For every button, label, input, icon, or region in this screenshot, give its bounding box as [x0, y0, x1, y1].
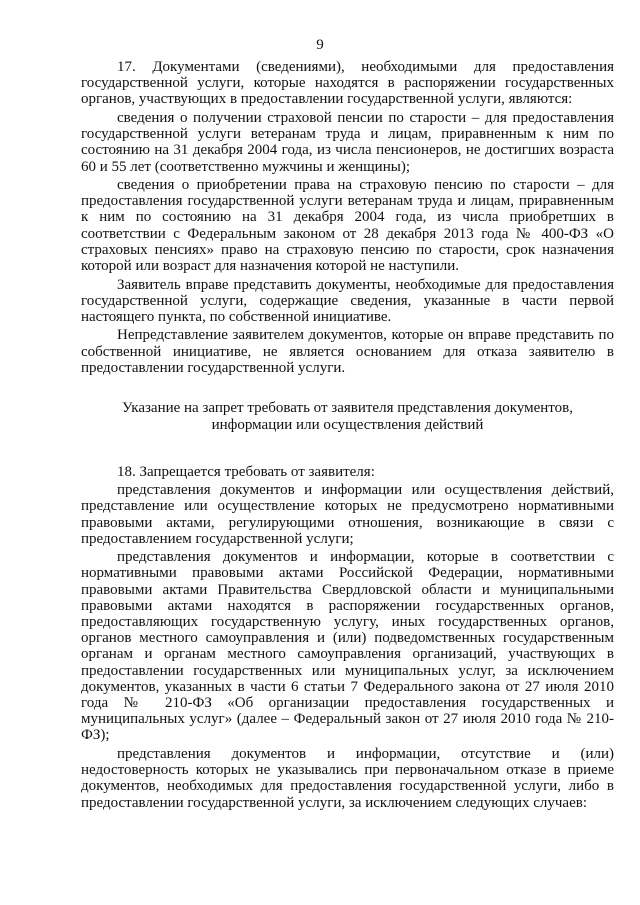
paragraph-17-applicant-right: Заявитель вправе представить документы, необходимые для предоставления государственной услуги, содержащие сведения, указанные в части первой настоящего пункта, по собственной инициативе. [81, 276, 614, 325]
paragraph-18-item-2: представления документов и информации, которые в соответствии с нормативными правовыми актами Российской Федерации, нормативными правовыми актами Правительства Свердловской области и муниципальными правовыми актами находятся в распоряжении государственных органов, предоставляющих государственную услугу, иных государственных органов, органов местного самоуправления и (или) подведомственных государственным органам и органам местного самоуправления организаций, участвующих в предоставлении государственных или муниципальных услуг, за исключением документов, указанных в части 6 статьи 7 Федерального закона от 27 июля 2010 года № 210-ФЗ «Об организации предоставления государственных и муниципальных услуг» (далее – Федеральный закон от 27 июля 2010 года № 210-ФЗ); [81, 549, 614, 744]
section-heading-line-1: Указание на запрет требовать от заявителя представления документов, [121, 400, 574, 417]
paragraph-18-intro: 18. Запрещается требовать от заявителя: [117, 463, 375, 480]
page-number: 9 [316, 37, 324, 53]
paragraph-18-item-1: представления документов и информации или осуществления действий, представление или осуществление которых не предусмотрено нормативными правовыми актами, регулирующими отношения, возникающие в связи с предоставлением государственной услуги; [81, 482, 614, 547]
paragraph-17-pension-right: сведения о приобретении права на страховую пенсию по старости – для предоставления государственной услуги ветеранам труда и лицам, приравненным к ним по состоянию на 31 декабря 2004 года, из числа приобретших в соответствии с Федеральным законом от 28 декабря 2013 года № 400-ФЗ «О страховых пенсиях» право на страховую пенсию по старости, срок назначения которой или возраст для назначения которой не наступили. [81, 177, 614, 275]
section-heading [81, 400, 614, 434]
section-heading-line-2: информации или осуществления действий [211, 416, 484, 433]
paragraph-17-pension-info: сведения о получении страховой пенсии по старости – для предоставления государственной услуги ветеранам труда и лицам, приравненным к ним по состоянию на 31 декабря 2004 года, из числа пенсионеров, не достигших возраста 60 и 55 лет (соответственно мужчины и женщины); [81, 109, 614, 175]
paragraph-18-item-3: представления документов и информации, отсутствие и (или) недостоверность которых не указывались при первоначальном отказе в приеме документов, необходимых для предоставления государственной услуги, либо в предоставлении государственной услуги, за исключением следующих случаев: [81, 745, 614, 811]
paragraph-17-non-submission: Непредставление заявителем документов, которые он вправе представить по собственной инициативе, не является основанием для отказа заявителю в предоставлении государственной услуги. [81, 327, 614, 376]
paragraph-17-intro: 17. Документами (сведениями), необходимыми для предоставления государственной услуги, которые находятся в распоряжении государственных органов, участвующих в предоставлении государственной услуги, являются: [81, 59, 614, 108]
document-body [81, 59, 614, 813]
